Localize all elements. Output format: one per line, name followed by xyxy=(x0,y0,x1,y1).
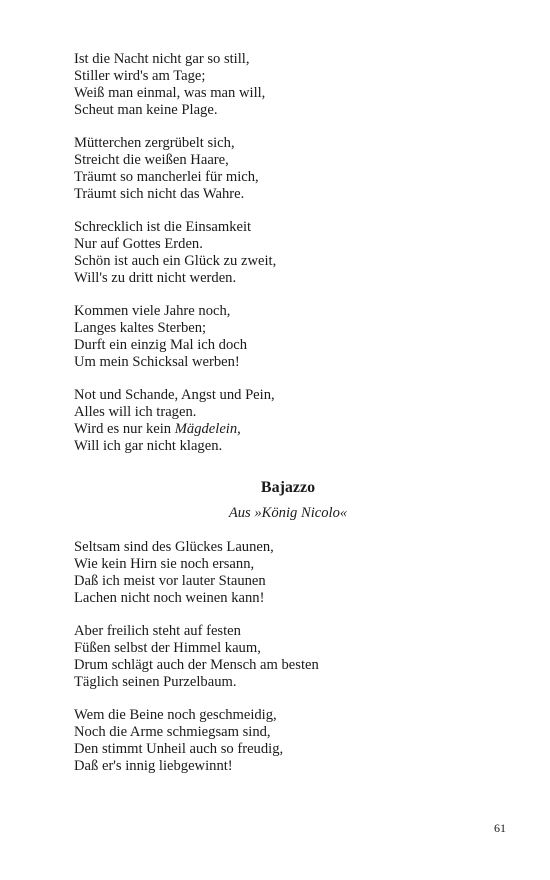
verse-line: Aber freilich steht auf festen xyxy=(74,623,241,639)
stanza-8 xyxy=(74,707,494,775)
verse-line: Alles will ich tragen. xyxy=(74,404,197,420)
stanza-2 xyxy=(74,135,494,203)
verse-line: Träumt so mancherlei für mich, xyxy=(74,169,259,185)
poem-title: Bajazzo xyxy=(260,479,316,496)
stanza-3 xyxy=(74,219,494,287)
verse-line: Schrecklich ist die Einsamkeit xyxy=(74,219,252,235)
verse-line: Daß ich meist vor lauter Staunen xyxy=(74,573,266,589)
verse-line: Weiß man einmal, was man will, xyxy=(74,85,266,101)
poem-subtitle: Aus »König Nicolo« xyxy=(228,505,348,521)
verse-line: Träumt sich nicht das Wahre. xyxy=(74,186,245,202)
verse-line: Täglich seinen Purzelbaum. xyxy=(74,674,237,690)
verse-line: Durft ein einzig Mal ich doch xyxy=(74,337,248,353)
stanza-7 xyxy=(74,623,494,691)
verse-line: Will's zu dritt nicht werden. xyxy=(74,270,237,286)
verse-line: Lachen nicht noch weinen kann! xyxy=(74,590,265,606)
verse-line: Streicht die weißen Haare, xyxy=(74,152,229,168)
verse-line: Den stimmt Unheil auch so freudig, xyxy=(74,741,284,757)
verse-line: Um mein Schicksal werben! xyxy=(74,354,240,370)
stanza-1 xyxy=(74,51,494,119)
italic-word: Mägdelein xyxy=(174,421,238,437)
verse-line: Noch die Arme schmiegsam sind, xyxy=(74,724,271,740)
verse-line: Füßen selbst der Himmel kaum, xyxy=(74,640,261,656)
verse-line: Stiller wird's am Tage; xyxy=(74,68,206,84)
stanza-4 xyxy=(74,303,494,371)
verse-line: Langes kaltes Sterben; xyxy=(74,320,207,336)
verse-line: Wem die Beine noch geschmeidig, xyxy=(74,707,277,723)
verse-line: Schön ist auch ein Glück zu zweit, xyxy=(74,253,277,269)
verse-line: Drum schlägt auch der Mensch am besten xyxy=(74,657,319,673)
verse-line: Daß er's innig liebgewinnt! xyxy=(74,758,233,774)
stanza-6 xyxy=(74,539,494,607)
verse-line: Mütterchen zergrübelt sich, xyxy=(74,135,235,151)
verse-line: Kommen viele Jahre noch, xyxy=(74,303,231,319)
page-number: 61 xyxy=(494,821,506,835)
verse-line: Scheut man keine Plage. xyxy=(74,102,218,118)
verse-line: Not und Schande, Angst und Pein, xyxy=(74,387,275,403)
verse-line: Seltsam sind des Glückes Launen, xyxy=(74,539,274,555)
verse-line: Wie kein Hirn sie noch ersann, xyxy=(74,556,255,572)
verse-line: Ist die Nacht nicht gar so still, xyxy=(74,51,250,67)
verse-punctuation: , xyxy=(237,421,241,437)
verse-line: Nur auf Gottes Erden. xyxy=(74,236,203,252)
stanza-5 xyxy=(74,387,494,455)
verse-line: Will ich gar nicht klagen. xyxy=(74,438,223,454)
verse-line xyxy=(74,421,494,438)
verse-text: Wird es nur kein xyxy=(74,421,175,437)
